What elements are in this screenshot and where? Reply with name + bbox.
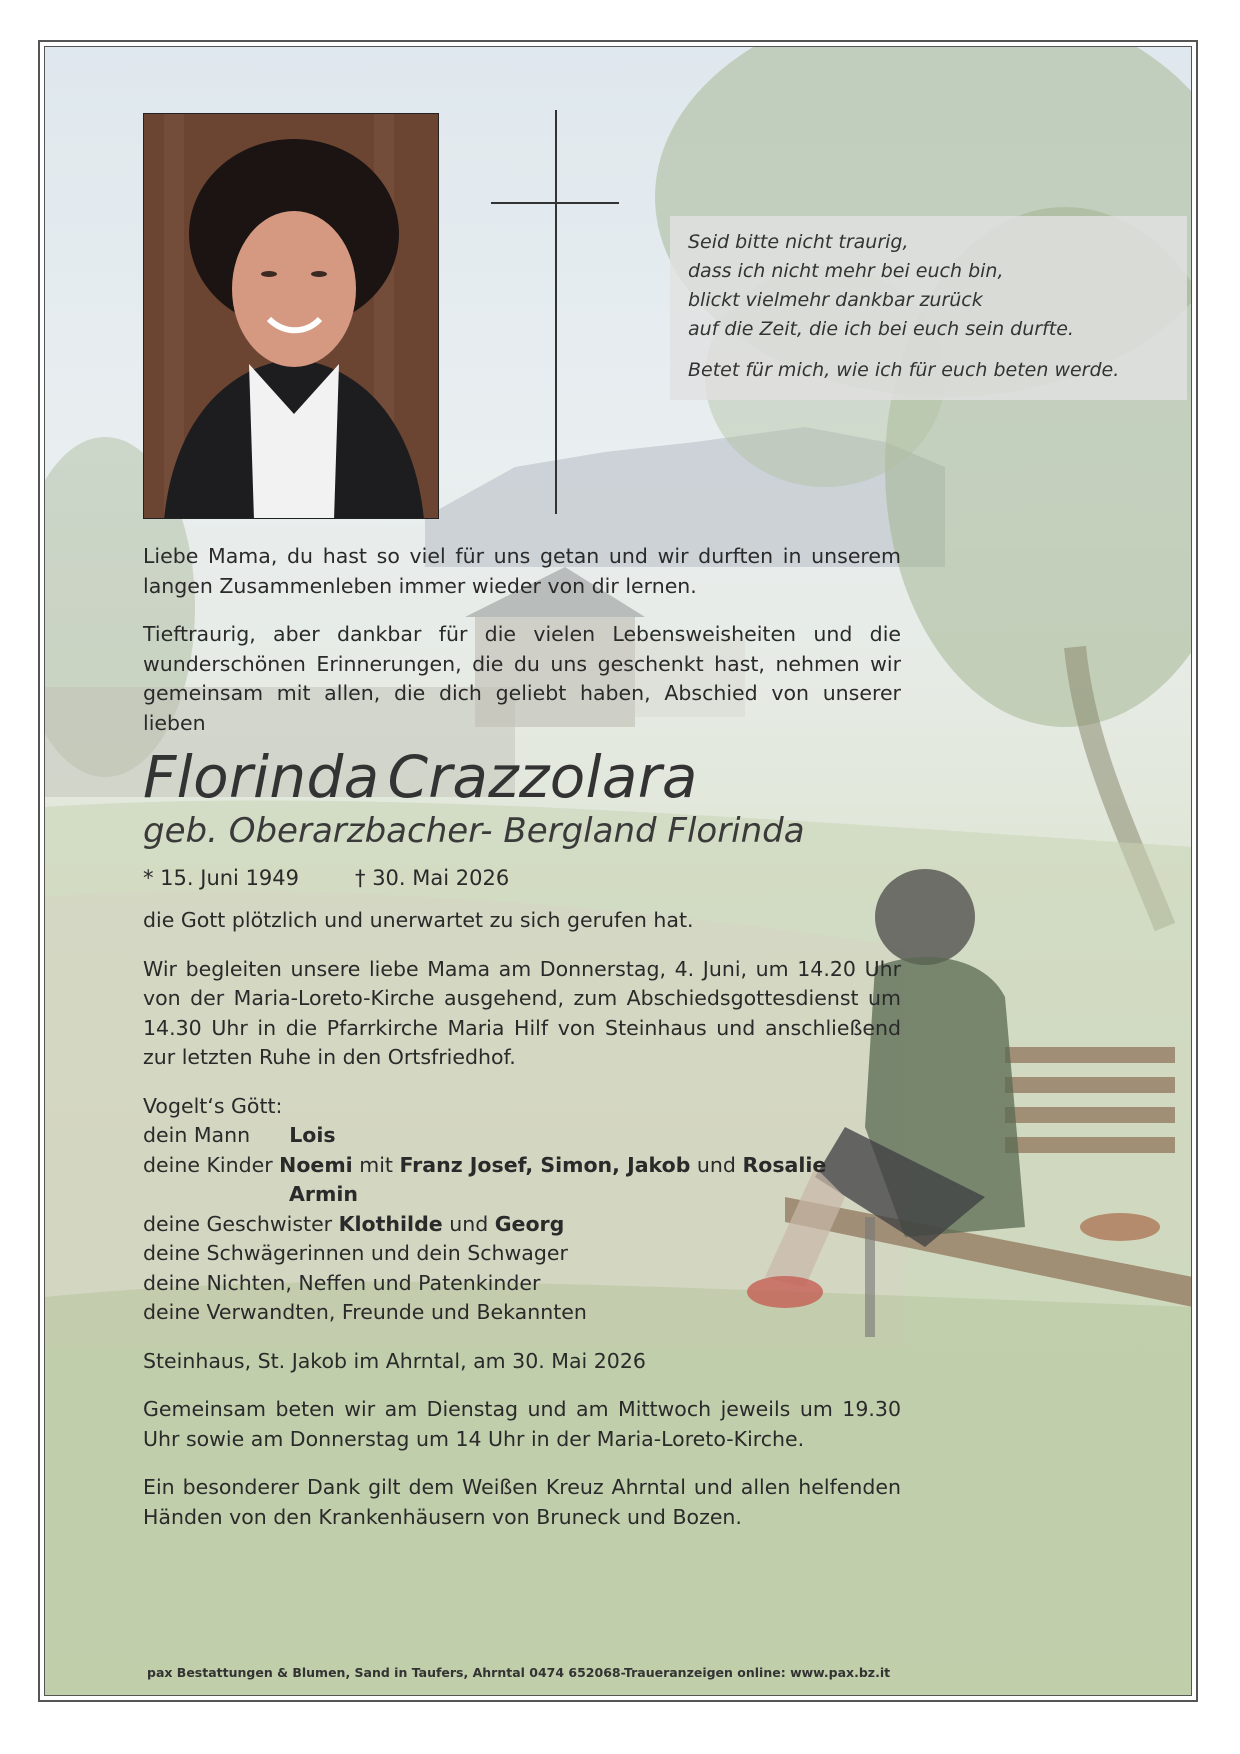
birth-date: * 15. Juni 1949 — [143, 866, 300, 890]
children-names: Franz Josef, Simon, Jakob — [399, 1152, 691, 1177]
intro-paragraph-1: Liebe Mama, du hast so viel für uns getan und wir durften in unserem langen Zusammenleben immer wieder von dir lernen. — [143, 544, 901, 598]
notice-frame — [44, 46, 1192, 1696]
birth-name: geb. Oberarzbacher- Bergland Florinda — [143, 811, 805, 851]
portrait-illustration — [144, 114, 439, 519]
husband-name: Lois — [289, 1123, 336, 1147]
children-label: deine Kinder — [143, 1152, 273, 1177]
child-name: Noemi — [279, 1152, 353, 1177]
sibling-name: Georg — [494, 1211, 565, 1236]
verse-line: Seid bitte nicht traurig, — [688, 231, 909, 253]
thanks-paragraph: Ein besonderer Dank gilt dem Weißen Kreuz Ahrntal und allen helfenden Händen von den Krankenhäusern von Bruneck und Bozen. — [143, 1475, 901, 1529]
family-children — [143, 1151, 901, 1181]
life-dates — [143, 862, 901, 894]
death-date: † 30. Mai 2026 — [355, 866, 510, 890]
siblings-label: deine Geschwister — [143, 1211, 333, 1236]
family-husband — [143, 1121, 901, 1151]
family-nieces: deine Nichten, Neffen und Patenkinder — [143, 1270, 541, 1295]
family-header: Vogelt‘s Gött: — [143, 1093, 283, 1118]
deceased-name — [143, 744, 901, 810]
last-name: Crazzolara — [387, 743, 698, 811]
verse-closing: Betet für mich, wie ich für euch beten werde. — [688, 359, 1120, 381]
verse-box — [670, 216, 1187, 400]
verse-line: blickt vielmehr dankbar zurück — [688, 289, 983, 311]
notice-text — [143, 542, 901, 1532]
family-inlaws: deine Schwägerinnen und dein Schwager — [143, 1241, 568, 1265]
funeral-paragraph: Wir begleiten unsere liebe Mama am Donnerstag, 4. Juni, um 14.20 Uhr von der Maria-Loreto-Kirche ausgehend, zum Abschiedsgottesdienst um 14.30 Uhr in die Pfarrkirche Maria Hilf von Steinhaus und anschließend zur letzten Ruhe in den Ortsfriedhof. — [143, 956, 901, 1069]
intro-paragraph-2: Tieftraurig, aber dankbar für die vielen Lebensweisheiten und die wunderschönen Erinnerungen, die du uns geschenkt hast, nehmen wir gemeinsam mit allen, die dich geliebt haben, Abschied von unserer lieben — [143, 622, 901, 735]
first-name: Florinda — [143, 743, 380, 811]
child-name-last: Rosalie — [742, 1152, 827, 1177]
verse-line: auf die Zeit, die ich bei euch sein durfte. — [688, 318, 1074, 340]
family-relatives: deine Verwandten, Freunde und Bekannten — [143, 1300, 587, 1324]
place-date: Steinhaus, St. Jakob im Ahrntal, am 30. Mai 2026 — [143, 1348, 646, 1373]
portrait-photo — [143, 113, 439, 519]
cross-horizontal-bar — [491, 202, 619, 204]
child-name-extra: Armin — [289, 1182, 358, 1206]
connector-und: und — [696, 1152, 736, 1177]
cross-vertical-bar — [555, 110, 557, 514]
connector-und: und — [449, 1211, 489, 1236]
footer-credit: pax Bestattungen & Blumen, Sand in Taufers, Ahrntal 0474 652068-Traueranzeigen online: www.pax.bz.it — [147, 1665, 891, 1680]
connector-mit: mit — [359, 1152, 393, 1177]
family-children-extra — [143, 1180, 901, 1210]
prayers-paragraph: Gemeinsam beten wir am Dienstag und am Mittwoch jeweils um 19.30 Uhr sowie am Donnerstag um 14 Uhr in der Maria-Loreto-Kirche. — [143, 1397, 901, 1451]
called-text: die Gott plötzlich und unerwartet zu sich gerufen hat. — [143, 908, 694, 932]
sibling-name: Klothilde — [338, 1211, 443, 1236]
verse-line: dass ich nicht mehr bei euch bin, — [688, 260, 1004, 282]
family-siblings — [143, 1210, 901, 1240]
husband-label: dein Mann — [143, 1123, 251, 1147]
